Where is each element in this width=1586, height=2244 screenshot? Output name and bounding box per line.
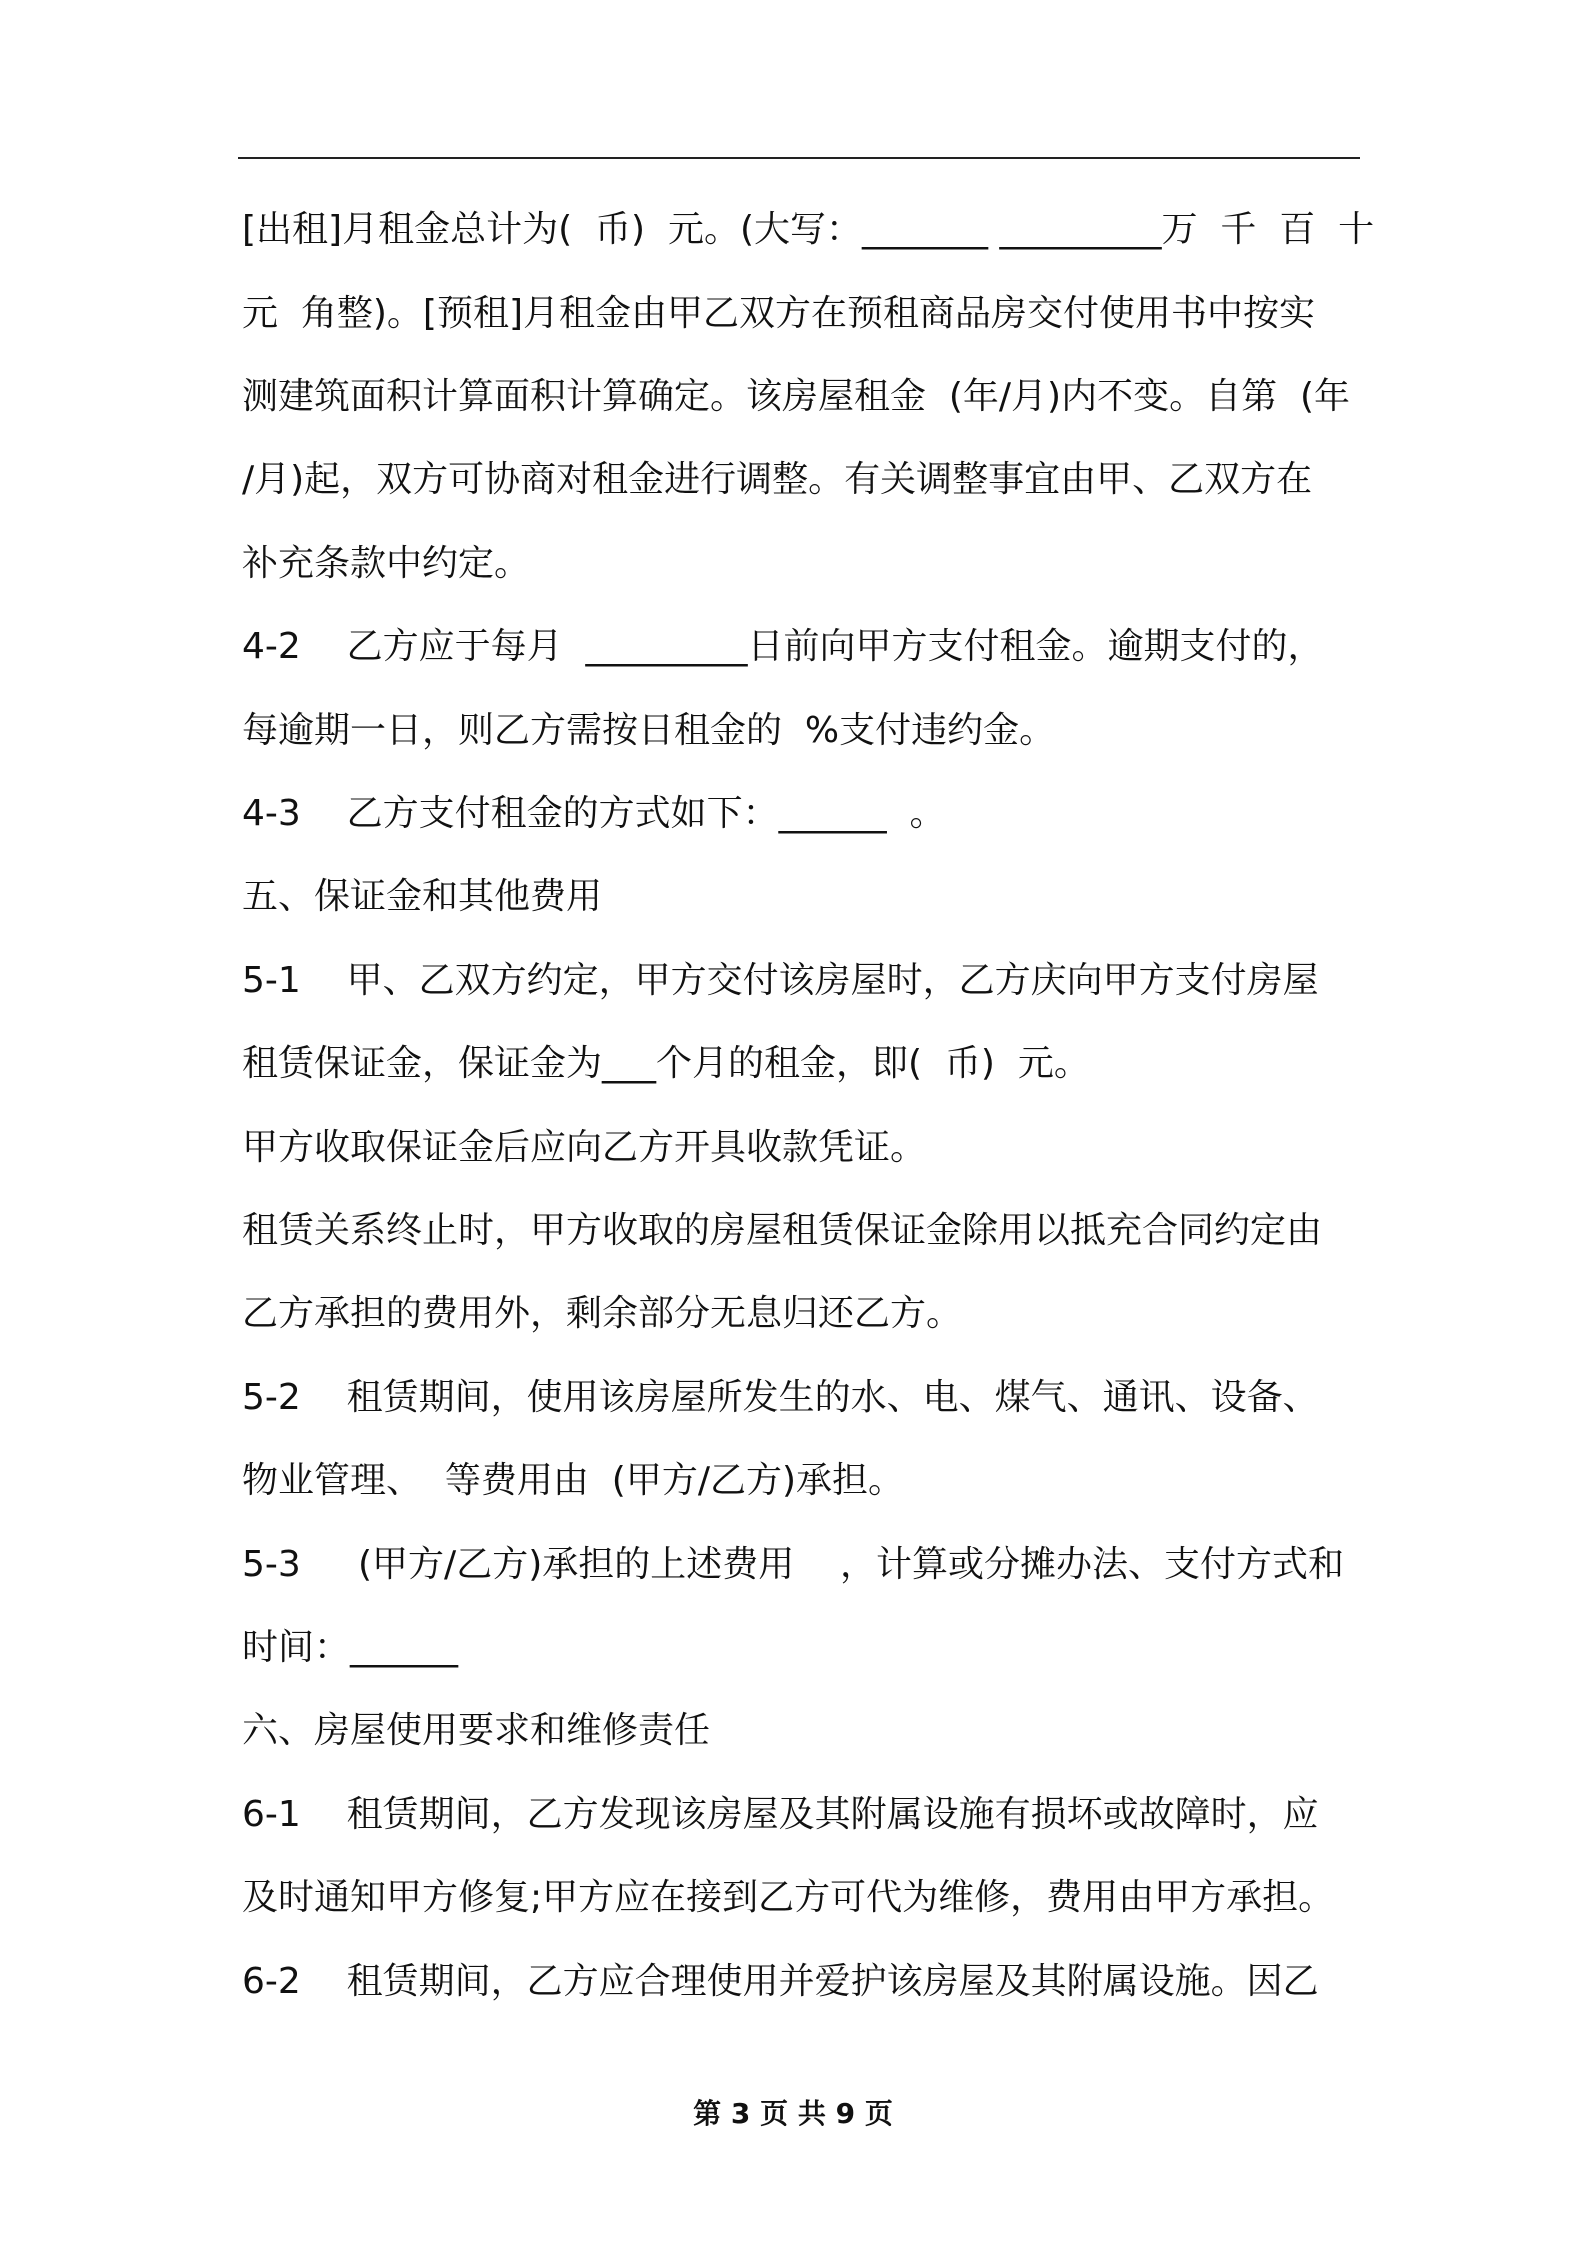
page-number: 第 3 页 共 9 页 (693, 2097, 893, 2130)
text-line: 时间：______ (242, 1627, 459, 1668)
section-heading: 五、保证金和其他费用 (242, 876, 603, 917)
text-line: 租赁关系终止时，甲方收取的房屋租赁保证金除用以抵充合同约定由 (242, 1210, 1323, 1251)
clause-5-3: 5-3 (甲方/乙方)承担的上述费用 ，计算或分摊办法、支付方式和 (242, 1544, 1345, 1585)
text-line: [出租]月租金总计为( 币) 元。(大写：_______ _________万 千 百 十 (242, 209, 1375, 250)
clause-5-2: 5-2 租赁期间，使用该房屋所发生的水、电、煤气、通讯、设备、 (242, 1377, 1319, 1418)
clause-4-3: 4-3 乙方支付租金的方式如下：______ 。 (242, 793, 946, 834)
text-line: 乙方承担的费用外，剩余部分无息归还乙方。 (242, 1293, 963, 1334)
clause-6-1: 6-1 租赁期间，乙方发现该房屋及其附属设施有损坏或故障时，应 (242, 1794, 1319, 1835)
text-line: 测建筑面积计算面积计算确定。该房屋租金 (年/月)内不变。自第 (年 (242, 376, 1351, 417)
section-heading: 六、房屋使用要求和维修责任 (242, 1710, 711, 1751)
header-rule (238, 157, 1360, 159)
clause-4-2: 4-2 乙方应于每月 _________日前向甲方支付租金。逾期支付的， (242, 626, 1324, 667)
text-line: 补充条款中约定。 (242, 543, 531, 584)
text-line: 及时通知甲方修复;甲方应在接到乙方可代为维修，费用由甲方承担。 (242, 1877, 1335, 1918)
text-line: 物业管理、 等费用由 (甲方/乙方)承担。 (242, 1460, 904, 1501)
text-line: 元 角整)。[预租]月租金由甲乙双方在预租商品房交付使用书中按实 (242, 293, 1316, 334)
text-line: 甲方收取保证金后应向乙方开具收款凭证。 (242, 1127, 927, 1168)
text-line: 租赁保证金，保证金为___个月的租金，即( 币) 元。 (242, 1043, 1090, 1084)
clause-6-2: 6-2 租赁期间，乙方应合理使用并爱护该房屋及其附属设施。因乙 (242, 1961, 1319, 2002)
text-line: 每逾期一日，则乙方需按日租金的 %支付违约金。 (242, 710, 1056, 751)
clause-5-1: 5-1 甲、乙双方约定，甲方交付该房屋时，乙方庆向甲方支付房屋 (242, 960, 1319, 1001)
text-line: /月)起，双方可协商对租金进行调整。有关调整事宜由甲、乙双方在 (242, 459, 1313, 500)
